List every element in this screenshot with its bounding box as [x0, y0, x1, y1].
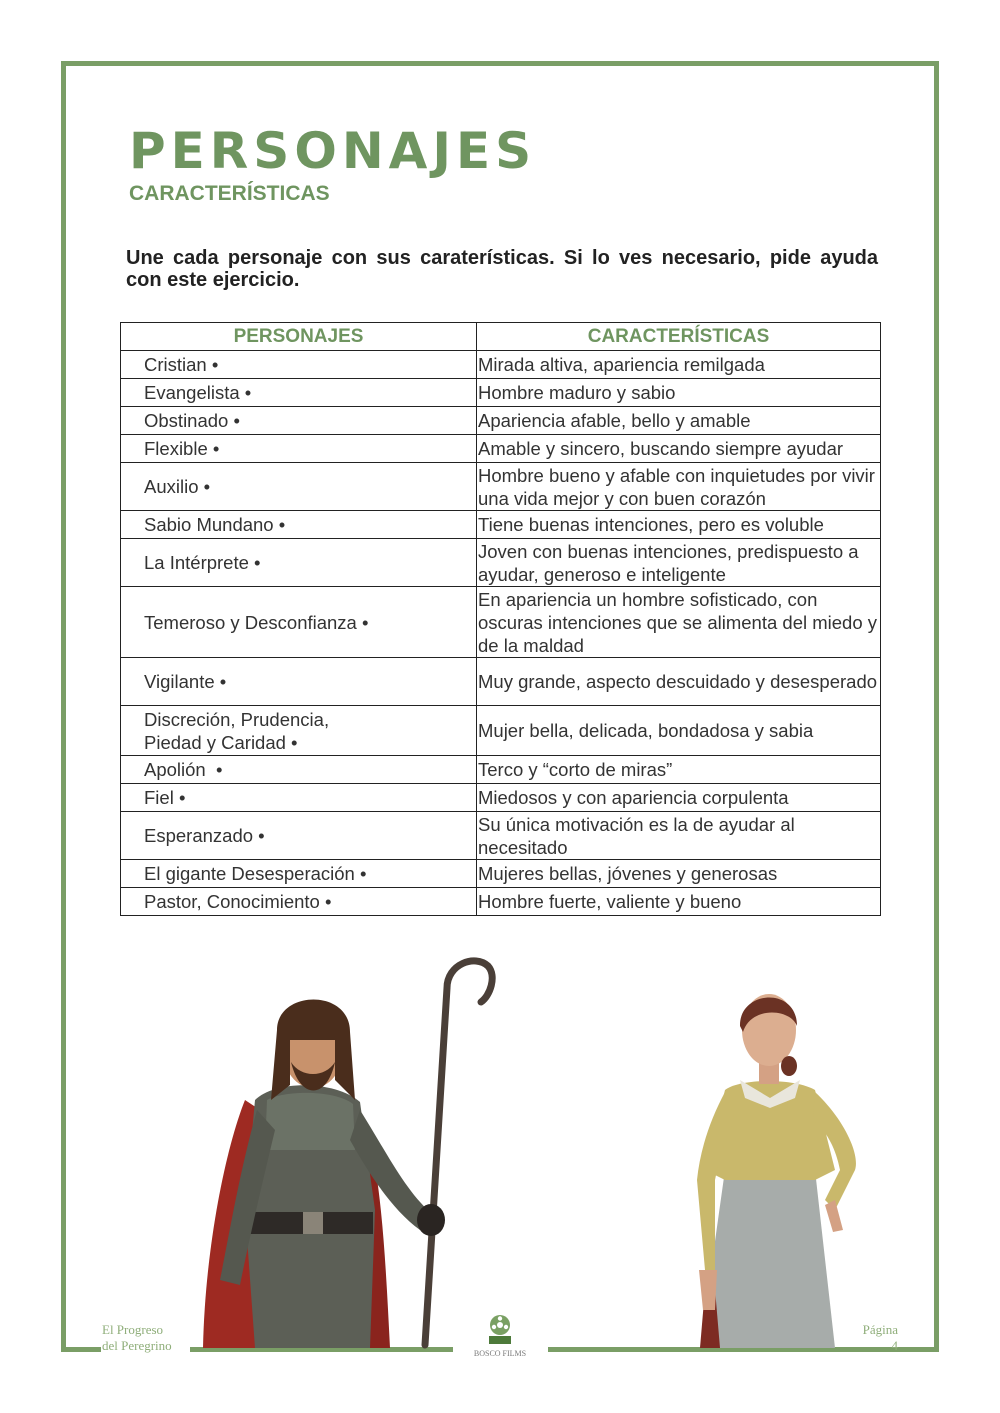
footer-right-line1: Página: [862, 1322, 898, 1337]
table-row: [121, 587, 881, 658]
table-row: [121, 379, 881, 407]
character-name[interactable]: Obstinado •: [121, 407, 477, 435]
character-trait[interactable]: Hombre maduro y sabio: [477, 379, 881, 407]
character-name[interactable]: Pastor, Conocimiento •: [121, 888, 477, 916]
character-trait[interactable]: Mujeres bellas, jóvenes y generosas: [477, 860, 881, 888]
character-trait[interactable]: En apariencia un hombre sofisticado, con oscuras intenciones que se alimenta del miedo y de la maldad: [477, 587, 881, 658]
table-row: [121, 463, 881, 511]
table-row: [121, 888, 881, 916]
column-header-personajes: PERSONAJES: [121, 323, 477, 351]
character-name[interactable]: Temeroso y Desconfianza •: [121, 587, 477, 658]
character-name[interactable]: Auxilio •: [121, 463, 477, 511]
character-trait[interactable]: Tiene buenas intenciones, pero es voluble: [477, 511, 881, 539]
character-trait[interactable]: Miedosos y con apariencia corpulenta: [477, 784, 881, 812]
footer-left-line1: El Progreso: [102, 1322, 164, 1337]
character-trait[interactable]: Joven con buenas intenciones, predispuesto a ayudar, generoso e inteligente: [477, 539, 881, 587]
character-name[interactable]: Esperanzado •: [121, 812, 477, 860]
character-name[interactable]: Flexible •: [121, 435, 477, 463]
footer-left-line2: del Peregrino: [102, 1338, 172, 1353]
page-frame-right: [934, 61, 939, 1352]
table-row: [121, 706, 881, 756]
character-trait[interactable]: Hombre fuerte, valiente y bueno: [477, 888, 881, 916]
character-name[interactable]: El gigante Desesperación •: [121, 860, 477, 888]
character-trait[interactable]: Mujer bella, delicada, bondadosa y sabia: [477, 706, 881, 756]
character-name[interactable]: Apolión •: [121, 756, 477, 784]
table-row: [121, 407, 881, 435]
footer-page-number: [863, 1322, 898, 1354]
character-trait[interactable]: Muy grande, aspecto descuidado y desesperado: [477, 658, 881, 706]
page-frame-bottom-left-stub: [61, 1347, 101, 1352]
table-row: [121, 812, 881, 860]
character-trait[interactable]: Hombre bueno y afable con inquietudes por vivir una vida mejor y con buen corazón: [477, 463, 881, 511]
page-frame-left: [61, 61, 66, 1352]
column-header-caracteristicas: CARACTERÍSTICAS: [477, 323, 881, 351]
character-trait[interactable]: Mirada altiva, apariencia remilgada: [477, 351, 881, 379]
character-trait[interactable]: Amable y sincero, buscando siempre ayudar: [477, 435, 881, 463]
table-row: [121, 539, 881, 587]
woman-illustration: [685, 980, 870, 1350]
table-row: [121, 784, 881, 812]
character-name[interactable]: Fiel •: [121, 784, 477, 812]
exercise-instructions: Une cada personaje con sus caraterísticas. Si lo ves necesario, pide ayuda con este ejercicio.: [126, 247, 878, 291]
page-title: PERSONAJES: [129, 122, 537, 180]
page-frame-top: [61, 61, 939, 66]
matching-table: [120, 322, 881, 916]
logo-text: BOSCO FILMS: [473, 1349, 527, 1358]
shepherd-illustration: [185, 950, 505, 1350]
character-name[interactable]: Evangelista •: [121, 379, 477, 407]
table-row: [121, 435, 881, 463]
table-row: [121, 351, 881, 379]
character-trait[interactable]: Terco y “corto de miras”: [477, 756, 881, 784]
table-header-row: [121, 323, 881, 351]
footer-book-title: [102, 1322, 172, 1354]
character-name[interactable]: Sabio Mundano •: [121, 511, 477, 539]
table-row: [121, 658, 881, 706]
table-row: [121, 860, 881, 888]
page-subtitle: CARACTERÍSTICAS: [129, 182, 330, 205]
character-name[interactable]: Cristian •: [121, 351, 477, 379]
character-name[interactable]: Vigilante •: [121, 658, 477, 706]
table-row: [121, 756, 881, 784]
character-name[interactable]: Discreción, Prudencia, Piedad y Caridad •: [121, 706, 477, 756]
footer-right-line2: 4: [891, 1338, 898, 1353]
character-trait[interactable]: Su única motivación es la de ayudar al necesitado: [477, 812, 881, 860]
table-row: [121, 511, 881, 539]
character-name[interactable]: La Intérprete •: [121, 539, 477, 587]
character-trait[interactable]: Apariencia afable, bello y amable: [477, 407, 881, 435]
bosco-films-logo: [466, 1312, 534, 1358]
film-reel-icon: [483, 1312, 517, 1346]
